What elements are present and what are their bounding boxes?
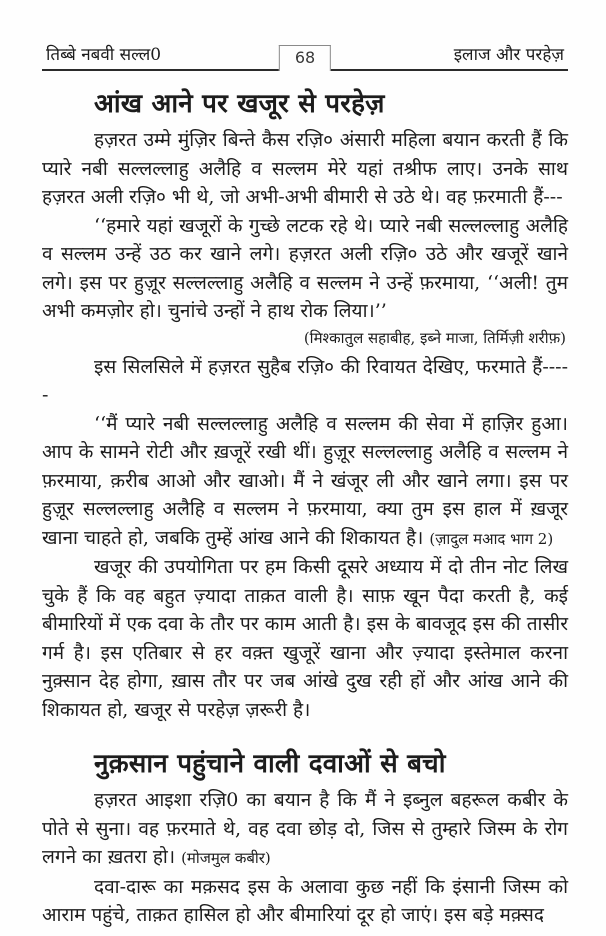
section2-heading: नुक़सान पहुंचाने वाली दवाओं से बचो (94, 749, 446, 779)
page-body (42, 84, 568, 930)
section1-citation-line: (मिश्कातुल सहाबीह, इब्ने माजा, तिर्मिज़ी शरीफ़) (303, 328, 566, 347)
section1-inline-citation: (ज़ादुल मआद भाग 2) (429, 529, 554, 548)
section1-heading: आंख आने पर खजूर से परहेज़ (94, 89, 385, 119)
header-right-title: इलाज और परहेज़ (453, 45, 564, 65)
page-header (42, 44, 568, 71)
section1-paragraph-2: ‘‘हमारे यहां खजूरों के गुच्छे लटक रहे थे। प्यारे नबी सल्लल्लाहु अलैहि व सल्लम उन्हें उठ कर खाने लगे। हज़रत अली रज़ि० उठे और खजूरें खाने लगे। इस पर हुज़ूर सल्लल्लाहु अलैहि व सल्लम ने उन्हें फ़रमाया, ‘‘अली! तुम अभी कमज़ोर हो। चुनांचे उन्हों ने हाथ रोक लिया।’’ (42, 214, 568, 322)
section1-paragraph-5: खजूर की उपयोगिता पर हम किसी दूसरे अध्याय में दो तीन नोट लिख चुके हैं कि वह बहुत ज़्यादा ताक़त वाली है। साफ़ खून पैदा करती है, कई बीमारियों में एक दवा के तौर पर काम आती है। इस के बावजूद इस की तासीर गर्म है। इस एतिबार से हर वक़्त खुजूरें खाना और ज़्यादा इस्तेमाल करना नुक़्सान देह होगा, ख़ास तौर पर जब आंखे दुख रही हों और आंख आने की शिकायत हो, खजूर से परहेज़ ज़रूरी है। (42, 556, 568, 721)
section1-paragraph-1: हज़रत उम्मे मुंज़िर बिन्ते कैस रज़ि० अंसारी महिला बयान करती हैं कि प्यारे नबी सल्लल्लाहु अलैहि व सल्लम मेरे यहां तश्रीफ लाए। उनके साथ हज़रत अली रज़ि० भी थे, जो अभी-अभी बीमारी से उठे थे। वह फ़रमाती हैं--- (42, 129, 568, 208)
section1-paragraph-4 (42, 410, 568, 554)
header-left-title: तिब्बे नबवी सल्ल0 (46, 45, 162, 65)
page-number-box: 68 (279, 45, 331, 71)
section2-inline-citation: (मोजमुल कबीर) (181, 849, 271, 867)
section1-paragraph-3: इस सिलसिले में हज़रत सुहैब रज़ि० की रिवायत देखिए, फरमाते हैं----- (42, 355, 568, 406)
section2-paragraph-1 (42, 786, 568, 873)
section1-paragraph-4-text: ‘‘मैं प्यारे नबी सल्लल्लाहु अलैहि व सल्लम की सेवा में हाज़िर हुआ। आप के सामने रोटी और ख़जूरें रखी थीं। हुज़ूर सल्लल्लाहु अलैहि व सल्लम ने फ़रमाया, क़रीब आओ और खाओ। मैं ने खंजूर ली और खाने लगा। इस पर हुज़ूर सल्लल्लाहु अलैहि व सल्लम ने फ़रमाया, क्या तुम इस हाल में ख़जूर खाना चाहते हो, जबकि तुम्हें आंख आने की शिकायत है। (42, 412, 568, 549)
section2-paragraph-1-text: हज़रत आइशा रज़ि0 का बयान है कि मैं ने इब्नुल बहरूल कबीर के पोते से सुना। वह फ़रमाते थे, वह दवा छोड़ दो, जिस से तुम्हारे जिस्म के रोग लगने का ख़तरा हो। (42, 789, 568, 868)
section2-paragraph-2: दवा-दारू का मक़सद इस के अलावा कुछ नहीं कि इंसानी जिस्म को आराम पहुंचे, ताक़त हासिल हो और बीमारियां दूर हो जाएं। इस बड़े मक़्सद (42, 875, 568, 926)
